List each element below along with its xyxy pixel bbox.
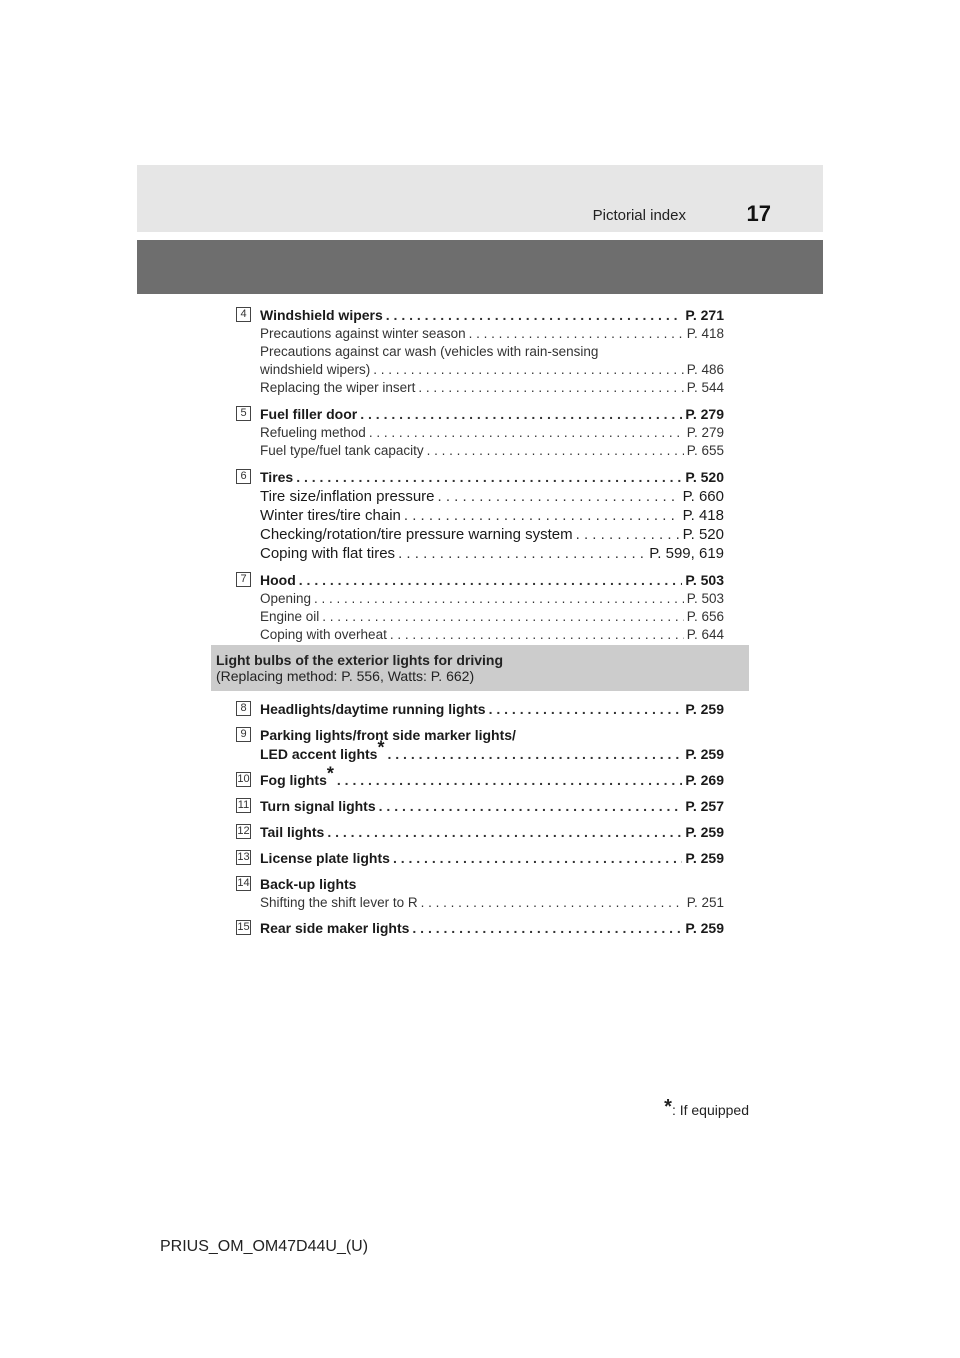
entry-page: P. 279 [685,406,724,422]
item-number-badge: 14 [237,877,250,889]
sub-entry-label: Coping with flat tires [260,545,396,562]
entry-page: P. 257 [685,798,724,814]
entry-page: P. 259 [685,746,724,762]
footnote [664,1096,749,1119]
sub-entry-page: P. 655 [686,443,724,458]
if-equipped-asterisk: * [326,763,334,784]
asterisk-mark: * [664,1096,672,1118]
entry-label-text: LED accent lights [260,746,378,762]
sub-entry-label: Fuel type/fuel tank capacity [260,443,424,458]
dot-leader [360,405,682,424]
dot-leader [314,590,684,608]
sub-entry-label: Tire size/inflation pressure [260,488,435,505]
sub-entry-label: Shifting the shift lever to R [260,895,418,910]
banner-title: Light bulbs of the exterior lights for driving [216,652,503,668]
sub-entry[interactable] [260,442,724,460]
index-entry[interactable] [260,571,724,590]
entry-label-text: Fog lights [260,772,327,788]
sub-entry-page: P. 503 [686,591,724,606]
item-number-badge: 13 [237,851,250,863]
index-group-10 [236,763,724,790]
dot-leader [412,919,682,938]
entry-page: P. 259 [685,701,724,717]
index-entry[interactable] [260,849,724,868]
index-group-15 [236,919,724,938]
item-number-badge: 4 [236,307,251,322]
sub-entry-page: P. 520 [682,526,724,543]
item-number-badge: 5 [236,406,251,421]
sub-entry-label: windshield wipers) [260,362,371,377]
sub-entry[interactable] [260,525,724,544]
index-group-5 [236,405,724,460]
index-entry[interactable] [260,919,724,938]
entry-label: Tires [260,469,294,485]
dot-leader [427,442,684,460]
index-entry[interactable] [260,700,724,719]
sub-entry-page: P. 644 [686,627,724,642]
dot-leader [393,849,682,868]
if-equipped-asterisk: * [377,737,385,758]
header-band-dark [137,240,823,294]
dot-leader [421,894,684,912]
sub-entry[interactable] [260,544,724,563]
sub-entry[interactable] [260,487,724,506]
dot-leader [398,544,646,563]
index-group-6 [236,468,724,563]
sub-entry-page: P. 656 [686,609,724,624]
entry-page: P. 520 [685,469,724,485]
dot-leader [404,506,680,525]
sub-entry[interactable] [260,608,724,626]
dot-leader [379,797,683,816]
dot-leader [322,608,683,626]
index-entry[interactable] [260,763,724,790]
index-entry[interactable] [260,306,724,325]
entry-label [260,737,385,764]
index-group-7 [236,571,724,644]
sub-entry[interactable] [260,894,724,912]
header-band-light [137,165,823,232]
sub-entry-label: Engine oil [260,609,320,624]
sub-entry-page: P. 418 [686,326,724,341]
index-group-14 [236,875,724,912]
sub-entry-page: P. 599, 619 [649,545,724,562]
sub-entry-label: Precautions against winter season [260,326,466,341]
dot-leader [469,325,684,343]
dot-leader [327,823,682,842]
item-number-badge: 10 [237,773,250,785]
index-entry[interactable] [260,468,724,487]
entry-label: Hood [260,572,296,588]
entry-label: Tail lights [260,824,325,840]
entry-label: Turn signal lights [260,798,376,814]
sub-entry[interactable] [260,424,724,442]
entry-label: Fuel filler door [260,406,358,422]
index-group-9 [236,726,724,764]
section-banner [211,645,749,691]
dot-leader [369,424,684,442]
index-group-4 [236,306,724,397]
sub-entry[interactable] [260,361,724,379]
dot-leader [418,379,683,397]
entry-label: Back-up lights [260,876,357,892]
dot-leader [337,771,682,790]
entry-label-line1: Parking lights/front side marker lights/ [260,727,516,743]
entry-page: P. 259 [685,850,724,866]
entry-page: P. 259 [685,824,724,840]
item-number-badge: 7 [236,572,251,587]
index-group-13 [236,849,724,868]
sub-entry-page: P. 418 [682,507,724,524]
footnote-text: : If equipped [671,1102,749,1118]
index-list-top [236,306,724,644]
sub-entry[interactable] [260,506,724,525]
sub-entry[interactable] [260,325,724,343]
sub-entry-label-line1: Precautions against car wash (vehicles with rain-sensing [260,344,599,359]
sub-entry-label: Replacing the wiper insert [260,380,416,395]
index-entry[interactable] [260,737,724,764]
item-number-badge: 11 [237,799,250,811]
sub-entry-page: P. 486 [686,362,724,377]
entry-page: P. 269 [685,772,724,788]
entry-label: Rear side maker lights [260,920,410,936]
sub-entry[interactable] [260,379,724,397]
entry-label: Headlights/daytime running lights [260,701,486,717]
page-number: 17 [746,201,771,226]
banner-subtitle: (Replacing method: P. 556, Watts: P. 662) [216,668,475,684]
dot-leader [390,626,684,644]
sub-entry-page: P. 660 [682,488,724,505]
sub-entry-label: Coping with overheat [260,627,387,642]
dot-leader [387,745,682,764]
document-code: PRIUS_OM_OM47D44U_(U) [160,1238,369,1255]
entry-page: P. 503 [685,572,724,588]
entry-page: P. 271 [685,307,724,323]
section-title: Pictorial index [592,207,686,224]
sub-entry-label: Refueling method [260,425,366,440]
sub-entry-label: Winter tires/tire chain [260,507,401,524]
sub-entry-page: P. 279 [686,425,724,440]
item-number-badge: 6 [236,469,251,484]
dot-leader [373,361,683,379]
index-group-12 [236,823,724,842]
dot-leader [576,525,680,544]
dot-leader [438,487,680,506]
dot-leader [296,468,682,487]
entry-label: Windshield wipers [260,307,383,323]
entry-page: P. 259 [685,920,724,936]
sub-entry-page: P. 544 [686,380,724,395]
item-number-badge: 8 [236,701,251,716]
index-group-8 [236,700,724,719]
sub-entry-page: P. 251 [686,895,724,910]
dot-leader [299,571,683,590]
sub-entry-label: Checking/rotation/tire pressure warning system [260,526,573,543]
entry-label [260,763,334,790]
sub-entry[interactable] [260,590,724,608]
entry-label: License plate lights [260,850,390,866]
index-group-11 [236,797,724,816]
index-entry[interactable] [260,405,724,424]
item-number-badge: 9 [236,727,251,742]
index-entry[interactable] [260,797,724,816]
item-number-badge: 12 [237,825,250,837]
dot-leader [489,700,683,719]
dot-leader [386,306,683,325]
item-number-badge: 15 [237,921,250,933]
sub-entry-label: Opening [260,591,312,606]
index-entry[interactable] [260,823,724,842]
sub-entry[interactable] [260,626,724,644]
index-list-bottom [236,700,724,938]
